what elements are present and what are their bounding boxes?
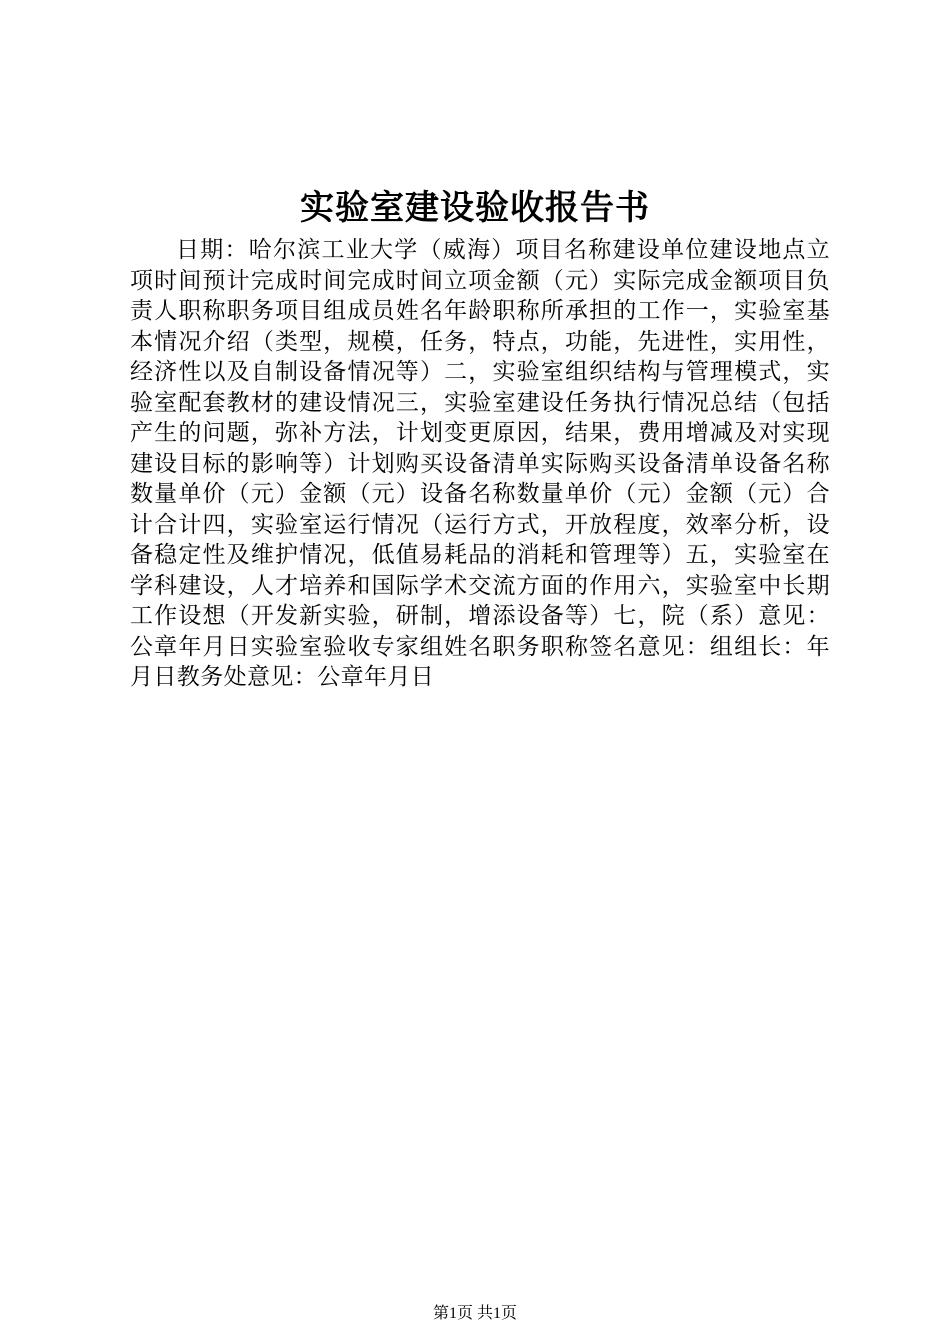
document-title: 实验室建设验收报告书 — [300, 188, 650, 228]
page-number-footer: 第1页 共1页 — [432, 1305, 517, 1322]
document-body-paragraph: 日期：哈尔滨工业大学（威海）项目名称建设单位建设地点立项时间预计完成时间完成时间立项金额（元）实际完成金额项目负责人职称职务项目组成员姓名年龄职称所承担的工作一，实验室基本情况介绍（类型，规模，任务，特点，功能，先进性，实用性，经济性以及自制设备情况等）二，实验室组织结构与管理模式，实验室配套教材的建设情况三，实验室建设任务执行情况总结（包括产生的问题，弥补方法，计划变更原因，结果，费用增减及对实现建设目标的影响等）计划购买设备清单实际购买设备清单设备名称数量单价（元）金额（元）设备名称数量单价（元）金额（元）合计合计四，实验室运行情况（运行方式，开放程度，效率分析，设备稳定性及维护情况，低值易耗品的消耗和管理等）五，实验室在学科建设，人才培养和国际学术交流方面的作用六，实验室中长期工作设想（开发新实验，研制，增添设备等）七，院（系）意见：公章年月日实验室验收专家组姓名职务职称签名意见：组组长：年月日教务处意见：公章年月日 — [130, 237, 830, 690]
